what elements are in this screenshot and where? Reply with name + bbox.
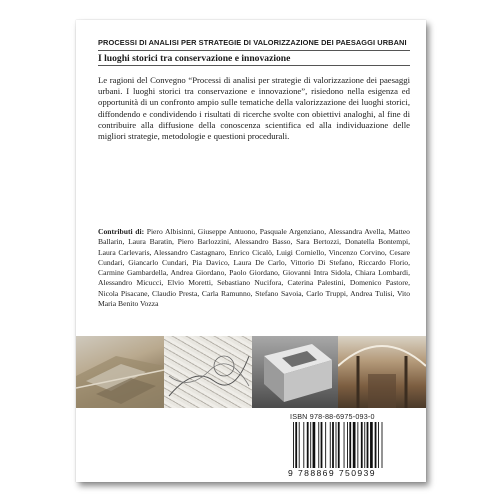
aerial-city-photo <box>76 336 164 408</box>
barcode-bar <box>353 422 356 468</box>
subtitle-rule <box>98 65 410 66</box>
barcode-bar <box>364 422 365 468</box>
barcode-bar <box>307 422 309 468</box>
barcode-bar <box>336 422 337 468</box>
barcode-bar <box>303 422 304 468</box>
barcode-bar <box>367 422 369 468</box>
barcode-bar <box>310 422 311 468</box>
barcode-bar <box>299 422 300 468</box>
barcode-bar <box>313 422 316 468</box>
barcode-bar <box>375 422 377 468</box>
contributors-paragraph <box>98 227 410 309</box>
barcode-bar <box>378 422 379 468</box>
barcode-digits: 9 788869 750939 <box>288 468 376 478</box>
series-title: PROCESSI DI ANALISI PER STRATEGIE DI VALORIZZAZIONE DEI PAESAGGI URBANI <box>98 38 407 47</box>
barcode-bar <box>349 422 351 468</box>
barcode-bar <box>370 422 373 468</box>
barcode-bar <box>344 422 345 468</box>
barcode-bar <box>338 422 340 468</box>
barcode-bar <box>293 422 294 468</box>
barcode-bar <box>330 422 331 468</box>
barcode-bar <box>347 422 348 468</box>
contributors-names: Piero Albisinni, Giuseppe Antuono, Pasquale Argenziano, Alessandra Avella, Matteo Ballarin, Laura Baratin, Piero Barlozzini, Alessandro Basso, Sara Bertozzi, Donatella Bontempi, Laura Carlevaris, Alessandro Castagnaro, Enrico Cicalò, Luigi Corniello, Vincenzo Corvino, Cesare Cundari, Giancarlo Cundari, Pia Davico, Laura De Carlo, Vittorio Di Stefano, Riccardo Florio, Carmine Gambardella, Andrea Giordano, Paolo Giordano, Giovanni Intra Sidola, Chiara Lombardi, Alessandro Micucci, Elvio Moretti, Sebastiano Nucifora, Caterina Palestini, Domenico Pastore, Nicola Pisacane, Claudio Presta, Carla Ramunno, Stefano Savoia, Carlo Truppi, Andrea Tulisi, Vito Maria Benito Vozza <box>98 227 410 309</box>
barcode-bar <box>361 422 363 468</box>
interior-hall-photo <box>338 336 426 408</box>
book-subtitle: I luoghi storici tra conservazione e innovazione <box>98 53 291 64</box>
barcode-bar <box>357 422 358 468</box>
top-rule <box>98 50 410 51</box>
book-back-cover <box>76 20 426 482</box>
barcode-bar <box>382 422 383 468</box>
barcode-bar <box>321 422 323 468</box>
sketch-drawing-photo <box>164 336 252 408</box>
barcode <box>292 422 410 468</box>
abstract-text: Le ragioni del Convegno “Processi di analisi per strategie di valorizzazione dei paesaggi urbani. I luoghi storici tra conservazione e innovazione”, risiedono nella esigenza ed opportunità di un confronto ampio sulle tematiche della valorizzazione dei luoghi storici, diffondendo e condividendo i risultati di ricerche svolte con obiettivi analoghi, al fine di contribuire alla diffusione della conoscenza scientifica ed alla individuazione delle migliori strategie, metodologie e questioni procedurali. <box>98 75 410 142</box>
barcode-bar <box>332 422 334 468</box>
building-model-photo <box>252 336 338 408</box>
barcode-bar <box>318 422 319 468</box>
barcode-bar <box>295 422 297 468</box>
isbn-number: ISBN 978-88-6975-093-0 <box>290 412 375 421</box>
barcode-bar <box>325 422 326 468</box>
photo-strip <box>76 336 426 408</box>
contributors-label: Contributi di: <box>98 227 145 236</box>
